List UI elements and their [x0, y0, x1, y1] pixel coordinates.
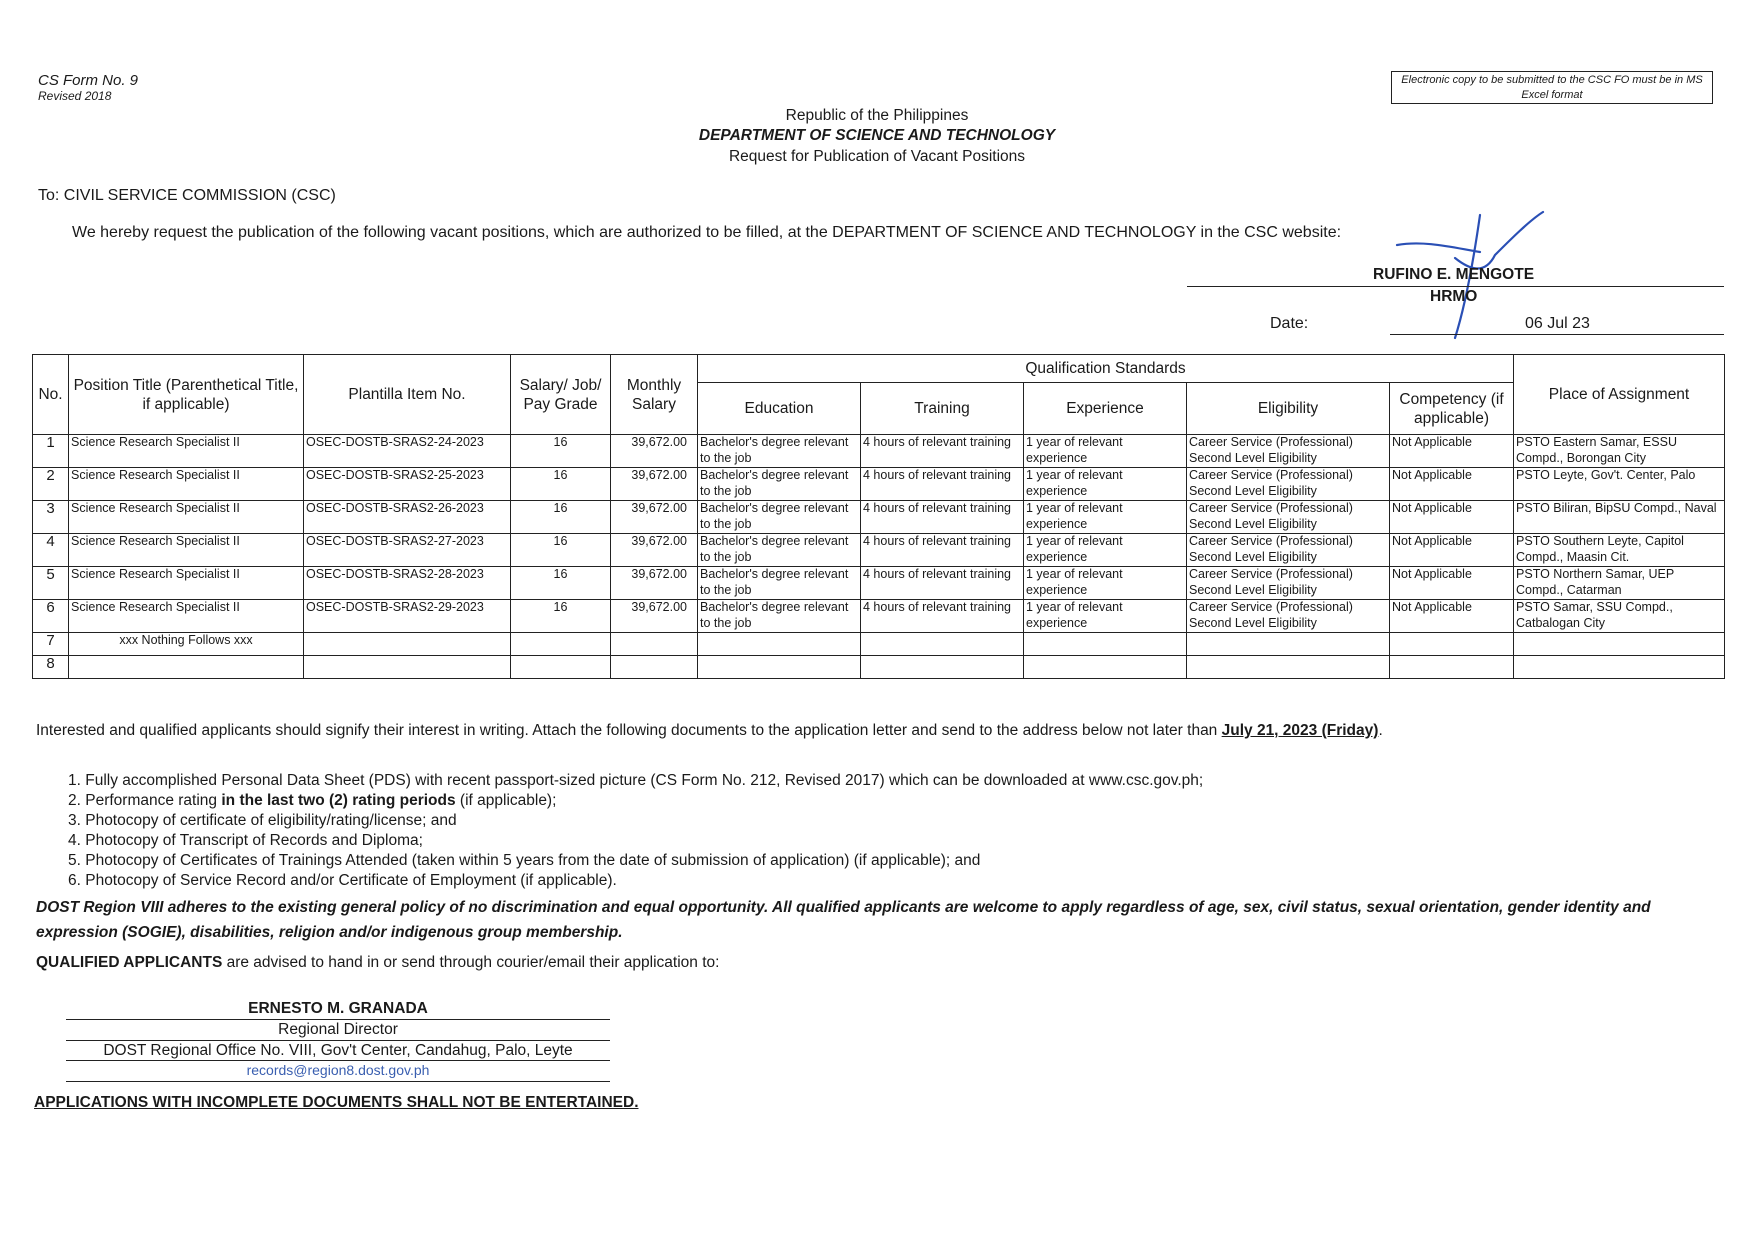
header-agency: DEPARTMENT OF SCIENCE AND TECHNOLOGY	[698, 127, 1056, 144]
header-education: Education	[698, 383, 861, 435]
cell-no: 3	[33, 501, 69, 534]
cell-training: 4 hours of relevant training	[861, 600, 1024, 633]
cell-training: 4 hours of relevant training	[861, 534, 1024, 567]
list-item: 2. Performance rating in the last two (2) rating periods (if applicable);	[68, 792, 557, 809]
divider	[66, 1040, 610, 1041]
form-revision: Revised 2018	[38, 89, 112, 103]
date-label: Date:	[1270, 315, 1309, 332]
cell-training: 4 hours of relevant training	[861, 468, 1024, 501]
cell-place: PSTO Northern Samar, UEP Compd., Catarman	[1514, 567, 1725, 600]
cell-grade: 16	[511, 534, 611, 567]
header-position: Position Title (Parenthetical Title, if applicable)	[69, 355, 304, 435]
cell-competency: Not Applicable	[1390, 567, 1514, 600]
cell-eligibility: Career Service (Professional) Second Level Eligibility	[1187, 567, 1390, 600]
cell-experience: 1 year of relevant experience	[1024, 501, 1187, 534]
header-competency: Competency (if applicable)	[1390, 383, 1514, 435]
signatory-title: HRMO	[1430, 288, 1478, 305]
cell-eligibility: Career Service (Professional) Second Level Eligibility	[1187, 468, 1390, 501]
list-item: 6. Photocopy of Service Record and/or Certificate of Employment (if applicable).	[68, 872, 617, 889]
recipient-email-link[interactable]: records@region8.dost.gov.ph	[246, 1062, 430, 1078]
recipient-name: ERNESTO M. GRANADA	[248, 1000, 428, 1017]
cell-experience: 1 year of relevant experience	[1024, 468, 1187, 501]
request-text: We hereby request the publication of the following vacant positions, which are authorized to be filled, at the DEPARTMENT OF SCIENCE AND TECHNOLOGY in the CSC website:	[72, 224, 1342, 241]
header-qualification: Qualification Standards	[698, 355, 1514, 383]
cell-salary: 39,672.00	[611, 501, 698, 534]
cell-education: Bachelor's degree relevant to the job	[698, 468, 861, 501]
cell-grade: 16	[511, 567, 611, 600]
cell-competency: Not Applicable	[1390, 501, 1514, 534]
signatory-name: RUFINO E. MENGOTE	[1373, 266, 1535, 283]
header-title: Request for Publication of Vacant Positions	[728, 148, 1026, 165]
cell-training: 4 hours of relevant training	[861, 501, 1024, 534]
cell-position: Science Research Specialist II	[69, 600, 304, 633]
cell-competency: Not Applicable	[1390, 534, 1514, 567]
date-value: 06 Jul 23	[1525, 315, 1590, 332]
divider	[66, 1019, 610, 1020]
required-documents-list	[68, 771, 1203, 891]
cell-grade: 16	[511, 501, 611, 534]
cell-no: 1	[33, 435, 69, 468]
cell-experience: 1 year of relevant experience	[1024, 435, 1187, 468]
cell-education: Bachelor's degree relevant to the job	[698, 600, 861, 633]
cell-education: Bachelor's degree relevant to the job	[698, 501, 861, 534]
cell-salary: 39,672.00	[611, 435, 698, 468]
cell-no: 2	[33, 468, 69, 501]
header-training: Training	[861, 383, 1024, 435]
form-number: CS Form No. 9	[38, 72, 139, 89]
cell-salary: 39,672.00	[611, 600, 698, 633]
cell-eligibility: Career Service (Professional) Second Level Eligibility	[1187, 600, 1390, 633]
cell-position: Science Research Specialist II	[69, 534, 304, 567]
vacancy-table	[32, 354, 1725, 679]
cell-salary: 39,672.00	[611, 468, 698, 501]
electronic-copy-note: Electronic copy to be submitted to the CSC FO must be in MS Excel format	[1391, 71, 1713, 104]
cell-competency: Not Applicable	[1390, 600, 1514, 633]
header-no: No.	[33, 355, 69, 435]
list-item: 1. Fully accomplished Personal Data Sheet (PDS) with recent passport-sized picture (CS Form No. 212, Revised 2017) which can be downloaded at www.csc.gov.ph;	[68, 772, 1204, 789]
table-row-nothing-follows	[33, 633, 1725, 656]
cell-plantilla: OSEC-DOSTB-SRAS2-27-2023	[304, 534, 511, 567]
table-row	[33, 468, 1725, 501]
table-row	[33, 567, 1725, 600]
instructions-intro: Interested and qualified applicants should signify their interest in writing. Attach the following documents to the application letter and send to the address below not later than July 21, 2023 (Friday).	[36, 722, 1383, 739]
cell-position: Science Research Specialist II	[69, 501, 304, 534]
cell-education: Bachelor's degree relevant to the job	[698, 567, 861, 600]
header-republic: Republic of the Philippines	[785, 107, 969, 124]
cell-salary: 39,672.00	[611, 567, 698, 600]
cell-place: PSTO Biliran, BipSU Compd., Naval	[1514, 501, 1725, 534]
qualified-applicants-note: QUALIFIED APPLICANTS are advised to hand in or send through courier/email their application to:	[36, 954, 720, 971]
list-item: 3. Photocopy of certificate of eligibility/rating/license; and	[68, 812, 457, 829]
cell-no: 6	[33, 600, 69, 633]
recipient-address: DOST Regional Office No. VIII, Gov't Center, Candahug, Palo, Leyte	[103, 1042, 573, 1059]
date-line	[1390, 334, 1724, 335]
cell-education: Bachelor's degree relevant to the job	[698, 534, 861, 567]
cell-education: Bachelor's degree relevant to the job	[698, 435, 861, 468]
table-row	[33, 600, 1725, 633]
cell-position: Science Research Specialist II	[69, 435, 304, 468]
cell-experience: 1 year of relevant experience	[1024, 534, 1187, 567]
cell-training: 4 hours of relevant training	[861, 435, 1024, 468]
cell-place: PSTO Samar, SSU Compd., Catbalogan City	[1514, 600, 1725, 633]
cell-eligibility: Career Service (Professional) Second Level Eligibility	[1187, 435, 1390, 468]
cell-training: 4 hours of relevant training	[861, 567, 1024, 600]
cell-no: 4	[33, 534, 69, 567]
table-row	[33, 501, 1725, 534]
cell-no: 7	[33, 633, 69, 656]
list-item: 4. Photocopy of Transcript of Records and Diploma;	[68, 832, 423, 849]
divider	[66, 1060, 610, 1061]
cell-salary: 39,672.00	[611, 534, 698, 567]
header-monthly-salary: Monthly Salary	[611, 355, 698, 435]
signature-line	[1187, 286, 1724, 287]
table-row-empty	[33, 656, 1725, 679]
cell-grade: 16	[511, 468, 611, 501]
cell-experience: 1 year of relevant experience	[1024, 600, 1187, 633]
cell-place: PSTO Leyte, Gov't. Center, Palo	[1514, 468, 1725, 501]
equal-opportunity-policy: DOST Region VIII adheres to the existing general policy of no discrimination and equal opportunity. All qualified applicants are welcome to apply regardless of age, sex, civil status, sexual orientation, gender identity and expression (SOGIE), disabilities, religion and/or indigenous group membership.	[36, 899, 1651, 941]
cell-grade: 16	[511, 435, 611, 468]
cell-grade: 16	[511, 600, 611, 633]
cell-no: 8	[33, 656, 69, 679]
recipient-title: Regional Director	[278, 1021, 398, 1038]
header-eligibility: Eligibility	[1187, 383, 1390, 435]
cell-no: 5	[33, 567, 69, 600]
addressee: To: CIVIL SERVICE COMMISSION (CSC)	[38, 187, 336, 204]
incomplete-documents-warning: APPLICATIONS WITH INCOMPLETE DOCUMENTS SHALL NOT BE ENTERTAINED.	[34, 1094, 639, 1111]
deadline: July 21, 2023 (Friday)	[1221, 722, 1379, 739]
cell-plantilla: OSEC-DOSTB-SRAS2-28-2023	[304, 567, 511, 600]
cell-plantilla: OSEC-DOSTB-SRAS2-25-2023	[304, 468, 511, 501]
cell-plantilla: OSEC-DOSTB-SRAS2-26-2023	[304, 501, 511, 534]
cell-plantilla: OSEC-DOSTB-SRAS2-24-2023	[304, 435, 511, 468]
header-plantilla: Plantilla Item No.	[304, 355, 511, 435]
nothing-follows-text: xxx Nothing Follows xxx	[69, 633, 304, 656]
cell-eligibility: Career Service (Professional) Second Level Eligibility	[1187, 501, 1390, 534]
divider	[66, 1081, 610, 1082]
cell-plantilla: OSEC-DOSTB-SRAS2-29-2023	[304, 600, 511, 633]
table-row	[33, 534, 1725, 567]
cell-experience: 1 year of relevant experience	[1024, 567, 1187, 600]
list-item: 5. Photocopy of Certificates of Trainings Attended (taken within 5 years from the date of submission of application) (if applicable); and	[68, 852, 981, 869]
cell-position: Science Research Specialist II	[69, 468, 304, 501]
cell-position: Science Research Specialist II	[69, 567, 304, 600]
table-row	[33, 435, 1725, 468]
cell-place: PSTO Eastern Samar, ESSU Compd., Borongan City	[1514, 435, 1725, 468]
cell-competency: Not Applicable	[1390, 435, 1514, 468]
cell-place: PSTO Southern Leyte, Capitol Compd., Maasin Cit.	[1514, 534, 1725, 567]
cell-eligibility: Career Service (Professional) Second Level Eligibility	[1187, 534, 1390, 567]
header-experience: Experience	[1024, 383, 1187, 435]
header-salary-grade: Salary/ Job/ Pay Grade	[511, 355, 611, 435]
header-place: Place of Assignment	[1514, 355, 1725, 435]
cell-competency: Not Applicable	[1390, 468, 1514, 501]
